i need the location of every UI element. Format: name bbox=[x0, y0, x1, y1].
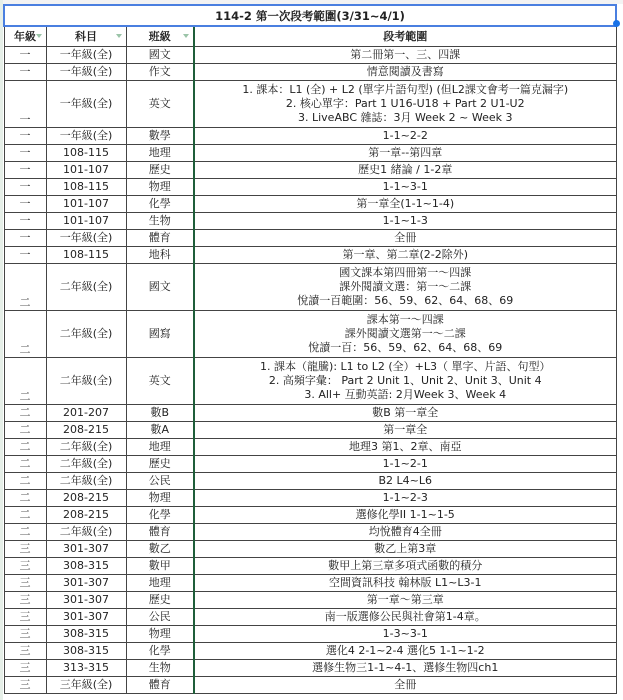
subject-cell[interactable]: 生物 bbox=[126, 660, 194, 677]
subject-cell[interactable]: 物理 bbox=[126, 490, 194, 507]
table-row bbox=[4, 541, 616, 558]
subject-cell[interactable]: 數B bbox=[126, 405, 194, 422]
grade-cell[interactable]: 二 bbox=[4, 311, 46, 358]
class-cell[interactable]: 一年級(全) bbox=[46, 64, 126, 81]
class-cell[interactable]: 301-307 bbox=[46, 609, 126, 626]
table-row bbox=[4, 247, 616, 264]
grade-cell[interactable]: 一 bbox=[4, 196, 46, 213]
range-cell[interactable] bbox=[194, 128, 616, 145]
header-label: 科目 bbox=[75, 29, 97, 43]
filter-dropdown-icon[interactable] bbox=[36, 34, 42, 38]
grade-cell[interactable]: 一 bbox=[4, 162, 46, 179]
grade-cell[interactable]: 一 bbox=[4, 179, 46, 196]
grade-cell[interactable]: 三 bbox=[4, 643, 46, 660]
range-line: 均悅體育4全冊 bbox=[368, 525, 442, 538]
selection-handle[interactable] bbox=[613, 20, 620, 27]
range-cell[interactable] bbox=[194, 179, 616, 196]
grade-cell[interactable]: 一 bbox=[4, 64, 46, 81]
range-line: 課本第一～四課 bbox=[366, 313, 444, 326]
table-row bbox=[4, 558, 616, 575]
class-cell[interactable]: 二年級(全) bbox=[46, 456, 126, 473]
table-row bbox=[4, 145, 616, 162]
subject-cell[interactable]: 體育 bbox=[126, 677, 194, 694]
table-row bbox=[4, 473, 616, 490]
range-line: 悅讀一百範圍：56、59、62、64、68、69 bbox=[297, 294, 514, 307]
class-cell[interactable]: 二年級(全) bbox=[46, 439, 126, 456]
grade-cell[interactable]: 二 bbox=[4, 264, 46, 311]
table-row bbox=[4, 358, 616, 405]
subject-cell[interactable]: 生物 bbox=[126, 213, 194, 230]
table-row bbox=[4, 213, 616, 230]
range-cell[interactable] bbox=[194, 456, 616, 473]
range-line: 第一章全 bbox=[383, 423, 428, 436]
subject-cell[interactable]: 英文 bbox=[126, 81, 194, 128]
range-cell[interactable] bbox=[194, 575, 616, 592]
range-line: 第一章、第二章(2-2除外) bbox=[342, 248, 469, 261]
range-cell[interactable] bbox=[194, 422, 616, 439]
table-row bbox=[4, 179, 616, 196]
grade-cell[interactable]: 一 bbox=[4, 128, 46, 145]
range-cell[interactable] bbox=[194, 47, 616, 64]
table-row bbox=[4, 422, 616, 439]
subject-cell[interactable]: 公民 bbox=[126, 609, 194, 626]
class-cell[interactable]: 208-215 bbox=[46, 507, 126, 524]
subject-cell[interactable]: 歷史 bbox=[126, 456, 194, 473]
header-label: 年級 bbox=[14, 29, 36, 43]
grade-cell[interactable]: 二 bbox=[4, 524, 46, 541]
class-cell[interactable]: 一年級(全) bbox=[46, 128, 126, 145]
grade-cell[interactable]: 三 bbox=[4, 677, 46, 694]
range-line: 數乙上第3章 bbox=[374, 542, 437, 555]
class-cell[interactable]: 108-115 bbox=[46, 179, 126, 196]
header-grade[interactable] bbox=[4, 26, 46, 47]
class-cell[interactable]: 二年級(全) bbox=[46, 473, 126, 490]
class-cell[interactable]: 108-115 bbox=[46, 145, 126, 162]
subject-cell[interactable]: 化學 bbox=[126, 643, 194, 660]
range-cell[interactable] bbox=[194, 264, 616, 311]
subject-cell[interactable]: 數A bbox=[126, 422, 194, 439]
class-cell[interactable]: 三年級(全) bbox=[46, 677, 126, 694]
range-line: 2. 核心單字：Part 1 U16-U18 + Part 2 U1-U2 bbox=[285, 97, 525, 110]
sheet-title-cell[interactable]: 114-2 第一次段考範圍(3/31~4/1) bbox=[4, 5, 616, 26]
class-cell[interactable]: 308-315 bbox=[46, 558, 126, 575]
grade-cell[interactable]: 三 bbox=[4, 558, 46, 575]
subject-cell[interactable]: 地科 bbox=[126, 247, 194, 264]
table-row bbox=[4, 592, 616, 609]
table-row bbox=[4, 609, 616, 626]
class-cell[interactable]: 108-115 bbox=[46, 247, 126, 264]
header-range[interactable]: 段考範圍 bbox=[194, 26, 616, 47]
range-line: 選修化學II 1-1~1-5 bbox=[355, 508, 455, 521]
range-line: 1-1~2-1 bbox=[382, 457, 428, 470]
grade-cell[interactable]: 二 bbox=[4, 422, 46, 439]
table-row bbox=[4, 524, 616, 541]
range-cell[interactable] bbox=[194, 592, 616, 609]
grade-cell[interactable]: 二 bbox=[4, 507, 46, 524]
range-cell[interactable] bbox=[194, 558, 616, 575]
table-row bbox=[4, 230, 616, 247]
header-label: 班級 bbox=[148, 29, 171, 43]
range-cell[interactable] bbox=[194, 196, 616, 213]
range-cell[interactable] bbox=[194, 643, 616, 660]
subject-cell[interactable]: 數學 bbox=[126, 128, 194, 145]
class-cell[interactable]: 308-315 bbox=[46, 643, 126, 660]
table-row bbox=[4, 405, 616, 422]
subject-cell[interactable]: 歷史 bbox=[126, 592, 194, 609]
range-line: 3. All+ 互動英語: 2月Week 3、Week 4 bbox=[304, 388, 507, 401]
class-cell[interactable]: 101-107 bbox=[46, 196, 126, 213]
range-cell[interactable] bbox=[194, 490, 616, 507]
range-cell[interactable] bbox=[194, 609, 616, 626]
grade-cell[interactable]: 二 bbox=[4, 490, 46, 507]
class-cell[interactable]: 二年級(全) bbox=[46, 524, 126, 541]
range-line: 1-1~2-2 bbox=[382, 129, 428, 142]
range-line: 全冊 bbox=[394, 231, 417, 244]
range-line: 情意閱讀及書寫 bbox=[366, 65, 444, 78]
range-cell[interactable] bbox=[194, 230, 616, 247]
range-cell[interactable] bbox=[194, 541, 616, 558]
range-line: 南一版選修公民與社會第1-4章。 bbox=[324, 610, 486, 623]
range-cell[interactable] bbox=[194, 358, 616, 405]
range-cell[interactable] bbox=[194, 626, 616, 643]
subject-cell[interactable]: 化學 bbox=[126, 507, 194, 524]
range-line: 2. 高頻字彙： Part 2 Unit 1、Unit 2、Unit 3、Unit 4 bbox=[268, 374, 542, 387]
range-line: 課外閱讀文選第一～二課 bbox=[344, 327, 466, 340]
range-line: 1-1~3-1 bbox=[382, 180, 428, 193]
table-row bbox=[4, 660, 616, 677]
subject-cell[interactable]: 體育 bbox=[126, 524, 194, 541]
range-line: 悅讀一百：56、59、62、64、68、69 bbox=[308, 341, 503, 354]
range-line: 第二冊第一、三、四課 bbox=[350, 48, 461, 61]
grade-cell[interactable]: 三 bbox=[4, 626, 46, 643]
table-row bbox=[4, 64, 616, 81]
class-cell[interactable]: 313-315 bbox=[46, 660, 126, 677]
grade-cell[interactable]: 一 bbox=[4, 247, 46, 264]
table-row bbox=[4, 196, 616, 213]
class-cell[interactable]: 101-107 bbox=[46, 213, 126, 230]
range-cell[interactable] bbox=[194, 405, 616, 422]
range-cell[interactable] bbox=[194, 213, 616, 230]
range-line: B2 L4~L6 bbox=[378, 474, 432, 487]
range-cell[interactable] bbox=[194, 473, 616, 490]
class-cell[interactable]: 一年級(全) bbox=[46, 47, 126, 64]
range-cell[interactable] bbox=[194, 247, 616, 264]
range-line: 國文課本第四冊第一～四課 bbox=[339, 266, 472, 279]
table-row bbox=[4, 128, 616, 145]
grade-cell[interactable]: 三 bbox=[4, 592, 46, 609]
subject-cell[interactable]: 國寫 bbox=[126, 311, 194, 358]
range-cell[interactable] bbox=[194, 439, 616, 456]
header-subject[interactable] bbox=[126, 26, 194, 47]
range-line: 1-1~1-3 bbox=[382, 214, 428, 227]
range-line: 數B 第一章全 bbox=[372, 406, 439, 419]
subject-cell[interactable]: 公民 bbox=[126, 473, 194, 490]
grade-cell[interactable]: 三 bbox=[4, 609, 46, 626]
range-cell[interactable] bbox=[194, 524, 616, 541]
table-row bbox=[4, 311, 616, 358]
filter-dropdown-icon[interactable] bbox=[116, 34, 122, 38]
grade-cell[interactable]: 一 bbox=[4, 81, 46, 128]
class-cell[interactable]: 301-307 bbox=[46, 575, 126, 592]
table-row bbox=[4, 439, 616, 456]
range-cell[interactable] bbox=[194, 64, 616, 81]
range-line: 空間資訊科技 翰林版 L1~L3-1 bbox=[329, 576, 482, 589]
table-row bbox=[4, 575, 616, 592]
class-cell[interactable]: 208-215 bbox=[46, 422, 126, 439]
range-line: 歷史1 緒論 / 1-2章 bbox=[358, 163, 453, 176]
range-line: 全冊 bbox=[394, 678, 417, 691]
subject-cell[interactable]: 國文 bbox=[126, 47, 194, 64]
class-cell[interactable]: 二年級(全) bbox=[46, 311, 126, 358]
grade-cell[interactable]: 一 bbox=[4, 213, 46, 230]
subject-cell[interactable]: 化學 bbox=[126, 196, 194, 213]
grade-cell[interactable]: 一 bbox=[4, 230, 46, 247]
range-line: 第一章--第四章 bbox=[368, 146, 443, 159]
subject-cell[interactable]: 歷史 bbox=[126, 162, 194, 179]
table-row bbox=[4, 456, 616, 473]
grade-cell[interactable]: 二 bbox=[4, 405, 46, 422]
range-line: 第一章～第三章 bbox=[366, 593, 444, 606]
range-line: 數甲上第三章多項式函數的積分 bbox=[328, 559, 483, 572]
subject-cell[interactable]: 物理 bbox=[126, 179, 194, 196]
table-row bbox=[4, 81, 616, 128]
range-line: 選修生物三1-1~4-1、選修生物四ch1 bbox=[312, 661, 499, 674]
table-row bbox=[4, 626, 616, 643]
grade-cell[interactable]: 三 bbox=[4, 575, 46, 592]
table-row bbox=[4, 643, 616, 660]
grade-cell[interactable]: 一 bbox=[4, 145, 46, 162]
class-cell[interactable]: 一年級(全) bbox=[46, 230, 126, 247]
class-cell[interactable]: 一年級(全) bbox=[46, 81, 126, 128]
grade-cell[interactable]: 三 bbox=[4, 541, 46, 558]
grade-cell[interactable]: 二 bbox=[4, 358, 46, 405]
subject-cell[interactable]: 英文 bbox=[126, 358, 194, 405]
range-line: 第一章全(1-1~1-4) bbox=[356, 197, 455, 210]
class-cell[interactable]: 208-215 bbox=[46, 490, 126, 507]
subject-cell[interactable]: 作文 bbox=[126, 64, 194, 81]
class-cell[interactable]: 二年級(全) bbox=[46, 264, 126, 311]
range-line: 1. 課本（龍騰): L1 to L2 (全）+L3（ 單字、片語、句型） bbox=[260, 360, 551, 373]
range-cell[interactable] bbox=[194, 81, 616, 128]
header-class[interactable] bbox=[46, 26, 126, 47]
range-line: 1. 課本：L1 (全) + L2 (單字片語句型) (但L2課文會考一篇克漏字) bbox=[242, 83, 569, 96]
range-line: 1-3~3-1 bbox=[382, 627, 428, 640]
range-cell[interactable] bbox=[194, 162, 616, 179]
range-cell[interactable] bbox=[194, 145, 616, 162]
table-row bbox=[4, 677, 616, 694]
range-line: 選化4 2-1~2-4 選化5 1-1~1-2 bbox=[325, 644, 485, 657]
table-row bbox=[4, 264, 616, 311]
subject-cell[interactable]: 國文 bbox=[126, 264, 194, 311]
range-cell[interactable] bbox=[194, 677, 616, 694]
class-cell[interactable]: 308-315 bbox=[46, 626, 126, 643]
class-cell[interactable]: 101-107 bbox=[46, 162, 126, 179]
subject-cell[interactable]: 數甲 bbox=[126, 558, 194, 575]
range-cell[interactable] bbox=[194, 660, 616, 677]
range-cell[interactable] bbox=[194, 311, 616, 358]
class-cell[interactable]: 201-207 bbox=[46, 405, 126, 422]
grade-cell[interactable]: 二 bbox=[4, 473, 46, 490]
class-cell[interactable]: 301-307 bbox=[46, 541, 126, 558]
class-cell[interactable]: 301-307 bbox=[46, 592, 126, 609]
range-line: 課外閱讀文選：第一～二課 bbox=[339, 280, 472, 293]
subject-cell[interactable]: 地理 bbox=[126, 439, 194, 456]
table-row bbox=[4, 47, 616, 64]
range-line: 地理3 第1、2章、南亞 bbox=[349, 440, 462, 453]
exam-range-table bbox=[3, 4, 617, 694]
subject-cell[interactable]: 數乙 bbox=[126, 541, 194, 558]
subject-cell[interactable]: 地理 bbox=[126, 145, 194, 162]
grade-cell[interactable]: 二 bbox=[4, 439, 46, 456]
subject-cell[interactable]: 地理 bbox=[126, 575, 194, 592]
range-cell[interactable] bbox=[194, 507, 616, 524]
table-row bbox=[4, 490, 616, 507]
table-row bbox=[4, 507, 616, 524]
table-row bbox=[4, 162, 616, 179]
grade-cell[interactable]: 一 bbox=[4, 47, 46, 64]
subject-cell[interactable]: 體育 bbox=[126, 230, 194, 247]
range-line: 3. LiveABC 雜誌：3月 Week 2 ~ Week 3 bbox=[298, 111, 513, 124]
range-line: 1-1~2-3 bbox=[382, 491, 428, 504]
grade-cell[interactable]: 三 bbox=[4, 660, 46, 677]
class-cell[interactable]: 二年級(全) bbox=[46, 358, 126, 405]
subject-cell[interactable]: 物理 bbox=[126, 626, 194, 643]
grade-cell[interactable]: 二 bbox=[4, 456, 46, 473]
filter-dropdown-icon[interactable] bbox=[183, 34, 189, 38]
